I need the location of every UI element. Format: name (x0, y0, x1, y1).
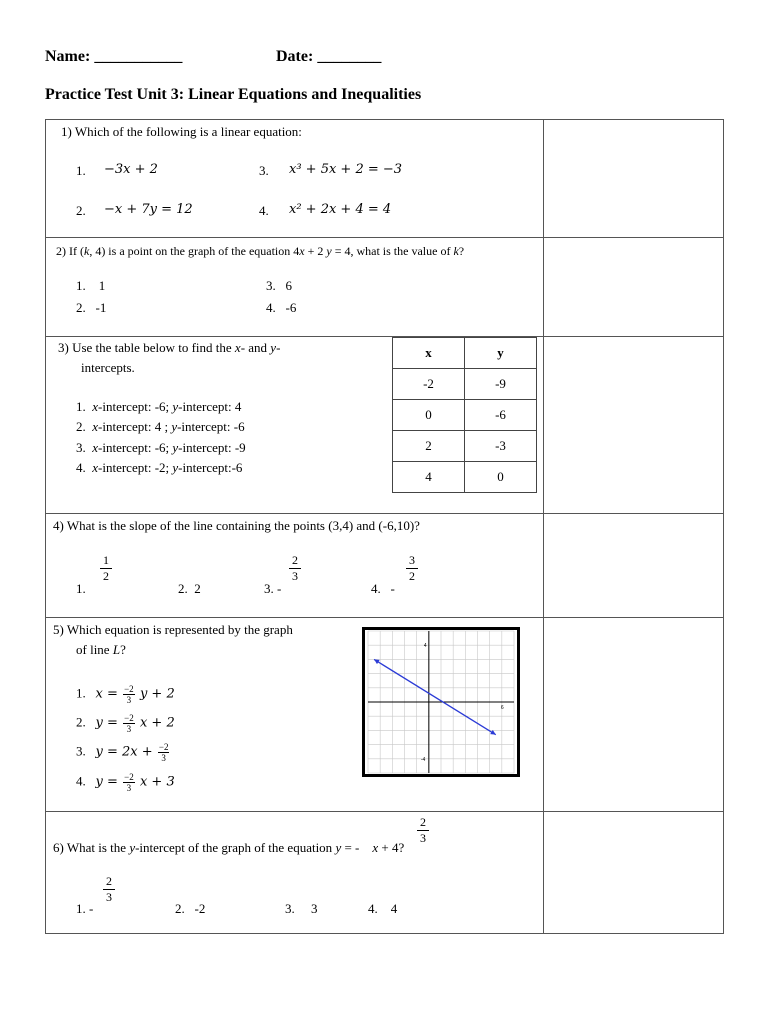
table-cell: -3 (465, 431, 537, 462)
fraction: $\frac{-2}{3}$ (124, 684, 134, 705)
date-field-label: Date: ________ (276, 48, 382, 65)
row-divider-4 (45, 617, 724, 618)
table-cell: -6 (465, 400, 537, 431)
q4-choice-3-num: 3. - (264, 581, 282, 596)
row-divider-1 (45, 237, 724, 238)
q6-stem-fraction: 2 3 (417, 816, 429, 845)
q3-choice-4: 4. x-intercept: -2; y-intercept:-6 (76, 460, 243, 475)
q5-choice-1: 1. x = $\frac{-2}{3}$ y + 2 (76, 684, 175, 705)
q1-choice-2-expr: −x + 7y = 12 (104, 202, 193, 217)
q6-choice-1-num: 1. - (76, 901, 94, 916)
q1-stem: 1) Which of the following is a linear equation: (61, 124, 302, 139)
q4-choice-4-fraction: 3 2 (406, 554, 418, 583)
table-cell: -2 (393, 369, 465, 400)
fraction: $\frac{-2}{3}$ (124, 713, 134, 734)
table-row (393, 462, 537, 493)
table-header-row (393, 338, 537, 369)
q6-choice-2: 2. -2 (175, 901, 206, 916)
q6-choice-1-fraction: 2 3 (103, 875, 115, 904)
q2-stem: 2) If (k, 4) is a point on the graph of the equation 4x + 2 y = 4, what is the value of k? (56, 244, 465, 258)
q5-stem-line1: 5) Which equation is represented by the graph (53, 622, 293, 637)
table-cell: 4 (393, 462, 465, 493)
q2-choice-4: 4. -6 (266, 300, 297, 315)
line-l-graph (362, 627, 520, 777)
q2-choice-1: 1. 1 (76, 278, 106, 293)
q5-stem-line2: of line L? (76, 642, 126, 657)
q4-choice-1-fraction: 1 2 (100, 554, 112, 583)
q3-choice-3: 3. x-intercept: -6; y-intercept: -9 (76, 440, 246, 455)
q3-stem-line1: 3) Use the table below to find the x- and y- (58, 340, 281, 355)
q1-choice-4-num: 4. (259, 203, 269, 218)
q4-choice-4-num: 4. - (371, 581, 395, 596)
fraction: $\frac{-2}{3}$ (124, 772, 134, 793)
row-divider-2 (45, 336, 724, 337)
q4-choice-3-fraction: 2 3 (289, 554, 301, 583)
q2-choice-2: 2. -1 (76, 300, 107, 315)
table-row (393, 400, 537, 431)
q1-choice-2-num: 2. (76, 203, 86, 218)
q4-stem: 4) What is the slope of the line containing the points (3,4) and (-6,10)? (53, 518, 420, 533)
x-axis-right-label: 6 (500, 705, 504, 711)
q4-choice-1-num: 1. (76, 581, 86, 596)
q3-choice-1: 1. x-intercept: -6; y-intercept: 4 (76, 399, 242, 414)
q6-stem: 6) What is the y-intercept of the graph of the equation y = - x + 4? (53, 840, 405, 855)
q1-choice-3-expr: x³ + 5x + 2 = −3 (289, 162, 403, 177)
table-header-x: x (393, 338, 465, 369)
q3-choice-2: 2. x-intercept: 4 ; y-intercept: -6 (76, 419, 245, 434)
q6-choice-4: 4. 4 (368, 901, 398, 916)
q1-choice-1-num: 1. (76, 163, 86, 178)
table-cell: 0 (393, 400, 465, 431)
row-divider-5 (45, 811, 724, 812)
page-title: Practice Test Unit 3: Linear Equations and Inequalities (45, 86, 422, 103)
fraction: $\frac{-2}{3}$ (158, 742, 169, 763)
row-divider-3 (45, 513, 724, 514)
q5-choice-2: 2. y = $\frac{-2}{3}$ x + 2 (76, 713, 175, 734)
name-field-label: Name: ___________ (45, 48, 183, 65)
q4-choice-2: 2. 2 (178, 581, 201, 596)
q2-choice-3: 3. 6 (266, 278, 292, 293)
table-row (393, 369, 537, 400)
table-cell: -9 (465, 369, 537, 400)
q5-choice-3: 3. y = 2x + $\frac{-2}{3}$ (76, 742, 169, 763)
table-row (393, 431, 537, 462)
q5-choice-4: 4. y = $\frac{-2}{3}$ x + 3 (76, 772, 175, 793)
table-header-y: y (465, 338, 537, 369)
table-cell: 0 (465, 462, 537, 493)
q1-choice-3-num: 3. (259, 163, 269, 178)
y-axis-bottom-label: -4 (420, 756, 426, 763)
y-axis-top-label: 4 (423, 643, 427, 650)
q3-xy-table (392, 337, 537, 493)
table-cell: 2 (393, 431, 465, 462)
q1-choice-1-expr: −3x + 2 (104, 162, 158, 177)
q6-choice-3: 3. 3 (285, 901, 318, 916)
q1-choice-4-expr: x² + 2x + 4 = 4 (289, 202, 392, 217)
q3-stem-line2: intercepts. (81, 360, 135, 375)
